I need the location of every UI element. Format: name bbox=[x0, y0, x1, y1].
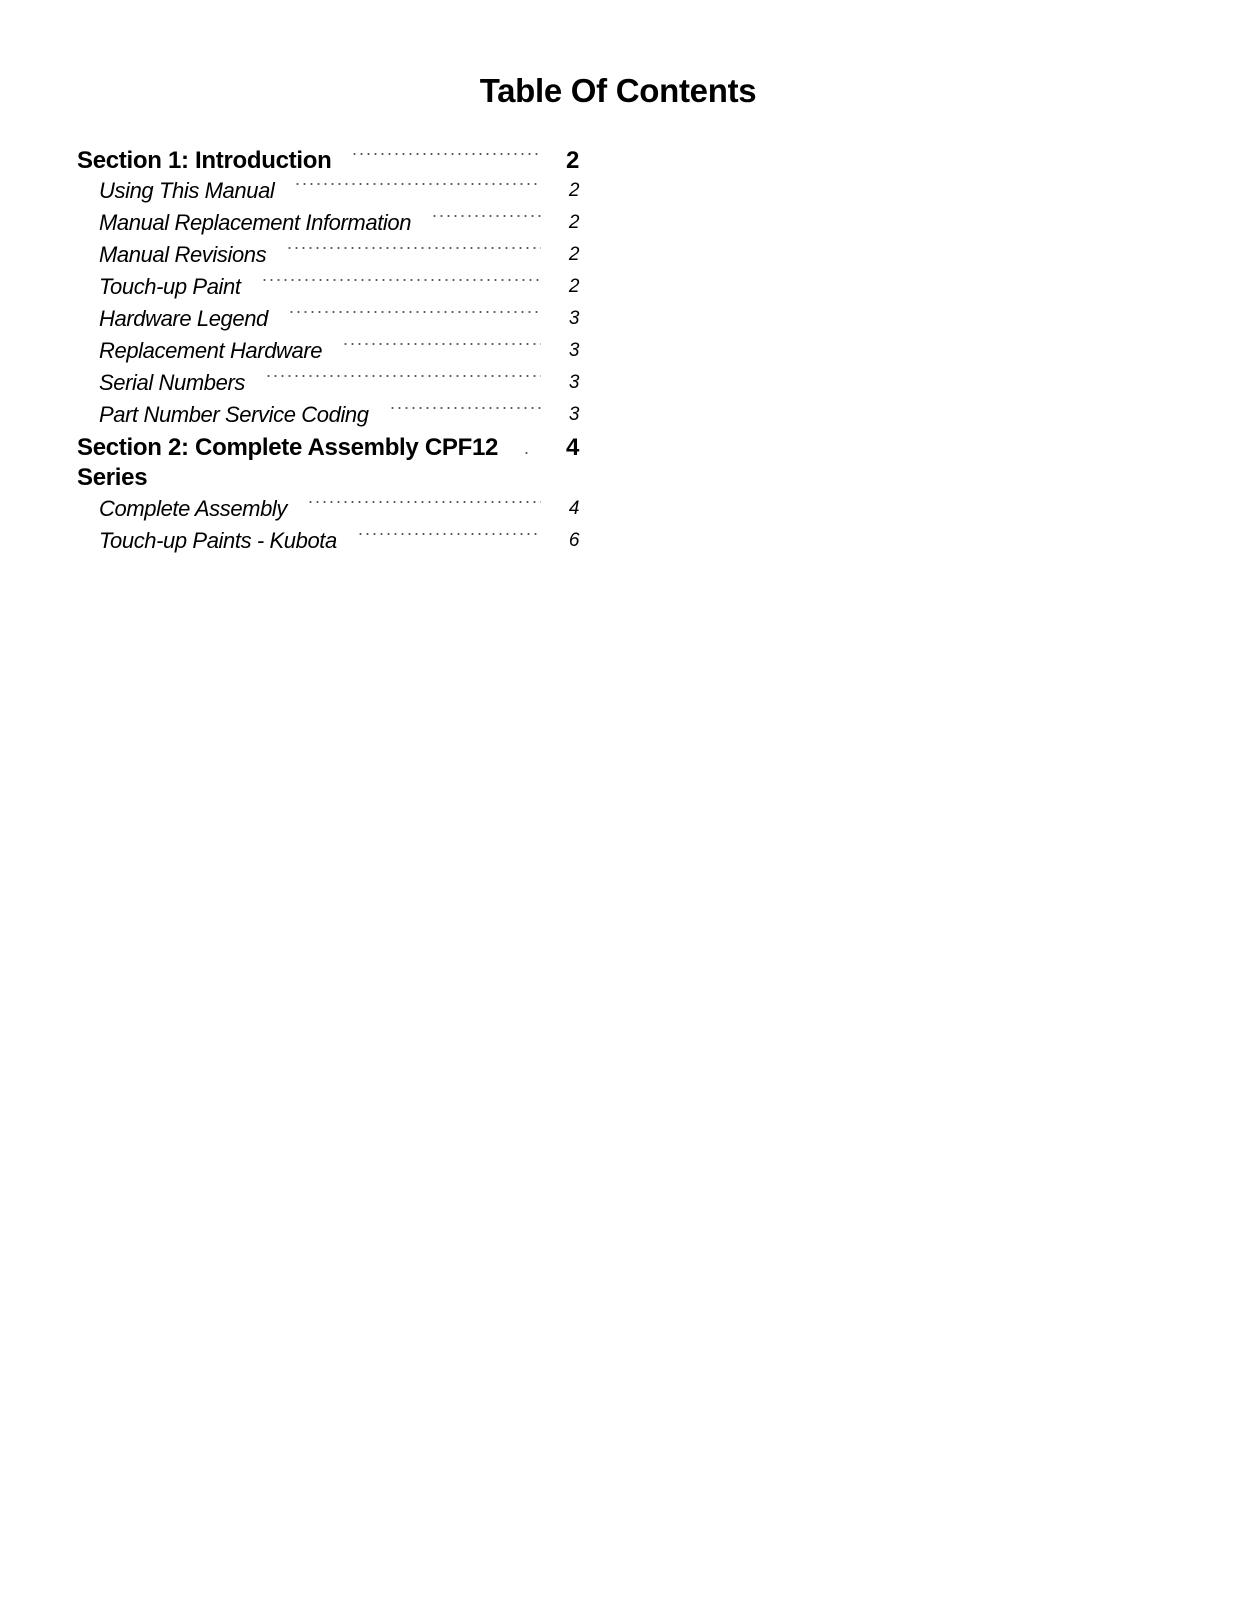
toc-page-number: 2 bbox=[568, 212, 579, 233]
dot-leader bbox=[523, 445, 531, 461]
toc-item-label: Manual Replacement Information bbox=[99, 210, 412, 235]
toc-item-label: Complete Assembly bbox=[99, 496, 288, 521]
dot-leader bbox=[286, 241, 541, 255]
toc-item-replacement-hardware[interactable] bbox=[77, 337, 579, 369]
dot-leader bbox=[389, 401, 541, 415]
dot-leader bbox=[431, 209, 541, 223]
toc-item-label: Touch-up Paints - Kubota bbox=[99, 528, 337, 553]
table-of-contents bbox=[77, 146, 579, 559]
toc-item-label: Manual Revisions bbox=[99, 242, 267, 267]
toc-section-introduction[interactable] bbox=[77, 146, 579, 177]
toc-item-complete-assembly[interactable] bbox=[77, 495, 579, 527]
toc-item-label: Part Number Service Coding bbox=[99, 402, 369, 427]
dot-leader bbox=[261, 273, 541, 287]
toc-item-label: Hardware Legend bbox=[99, 306, 268, 331]
dot-leader bbox=[351, 146, 541, 162]
toc-page-number: 3 bbox=[568, 308, 579, 329]
toc-page-number: 6 bbox=[568, 530, 579, 551]
toc-page-number: 2 bbox=[568, 180, 579, 201]
toc-page-number: 3 bbox=[568, 340, 579, 361]
toc-item-label: Touch-up Paint bbox=[99, 274, 241, 299]
toc-item-label: Replacement Hardware bbox=[99, 338, 323, 363]
toc-page-number: 2 bbox=[568, 244, 579, 265]
page-title: Table Of Contents bbox=[479, 72, 757, 109]
toc-item-serial-numbers[interactable] bbox=[77, 369, 579, 401]
toc-section-complete-assembly[interactable] bbox=[77, 433, 579, 495]
dot-leader bbox=[357, 527, 541, 541]
toc-page-number: 3 bbox=[568, 404, 579, 425]
toc-item-label: Using This Manual bbox=[99, 178, 275, 203]
dot-leader bbox=[294, 177, 541, 191]
toc-page-number: 2 bbox=[568, 276, 579, 297]
toc-section-label: Section 1: Introduction bbox=[77, 147, 332, 174]
toc-item-manual-replacement-information[interactable] bbox=[77, 209, 579, 241]
toc-page-number: 4 bbox=[568, 498, 579, 519]
dot-leader bbox=[307, 495, 541, 509]
toc-item-touch-up-paint[interactable] bbox=[77, 273, 579, 305]
toc-item-using-this-manual[interactable] bbox=[77, 177, 579, 209]
toc-item-hardware-legend[interactable] bbox=[77, 305, 579, 337]
dot-leader bbox=[342, 337, 541, 351]
toc-page-number: 3 bbox=[568, 372, 579, 393]
toc-section-label: Section 2: Complete Assembly CPF12 Series bbox=[77, 434, 499, 491]
toc-page-number: 4 bbox=[565, 434, 579, 461]
toc-item-label: Serial Numbers bbox=[99, 370, 246, 395]
toc-item-part-number-service-coding[interactable] bbox=[77, 401, 579, 433]
toc-item-manual-revisions[interactable] bbox=[77, 241, 579, 273]
dot-leader bbox=[265, 369, 541, 383]
dot-leader bbox=[288, 305, 541, 319]
toc-page-number: 2 bbox=[565, 147, 579, 174]
toc-item-touch-up-paints-kubota[interactable] bbox=[77, 527, 579, 559]
